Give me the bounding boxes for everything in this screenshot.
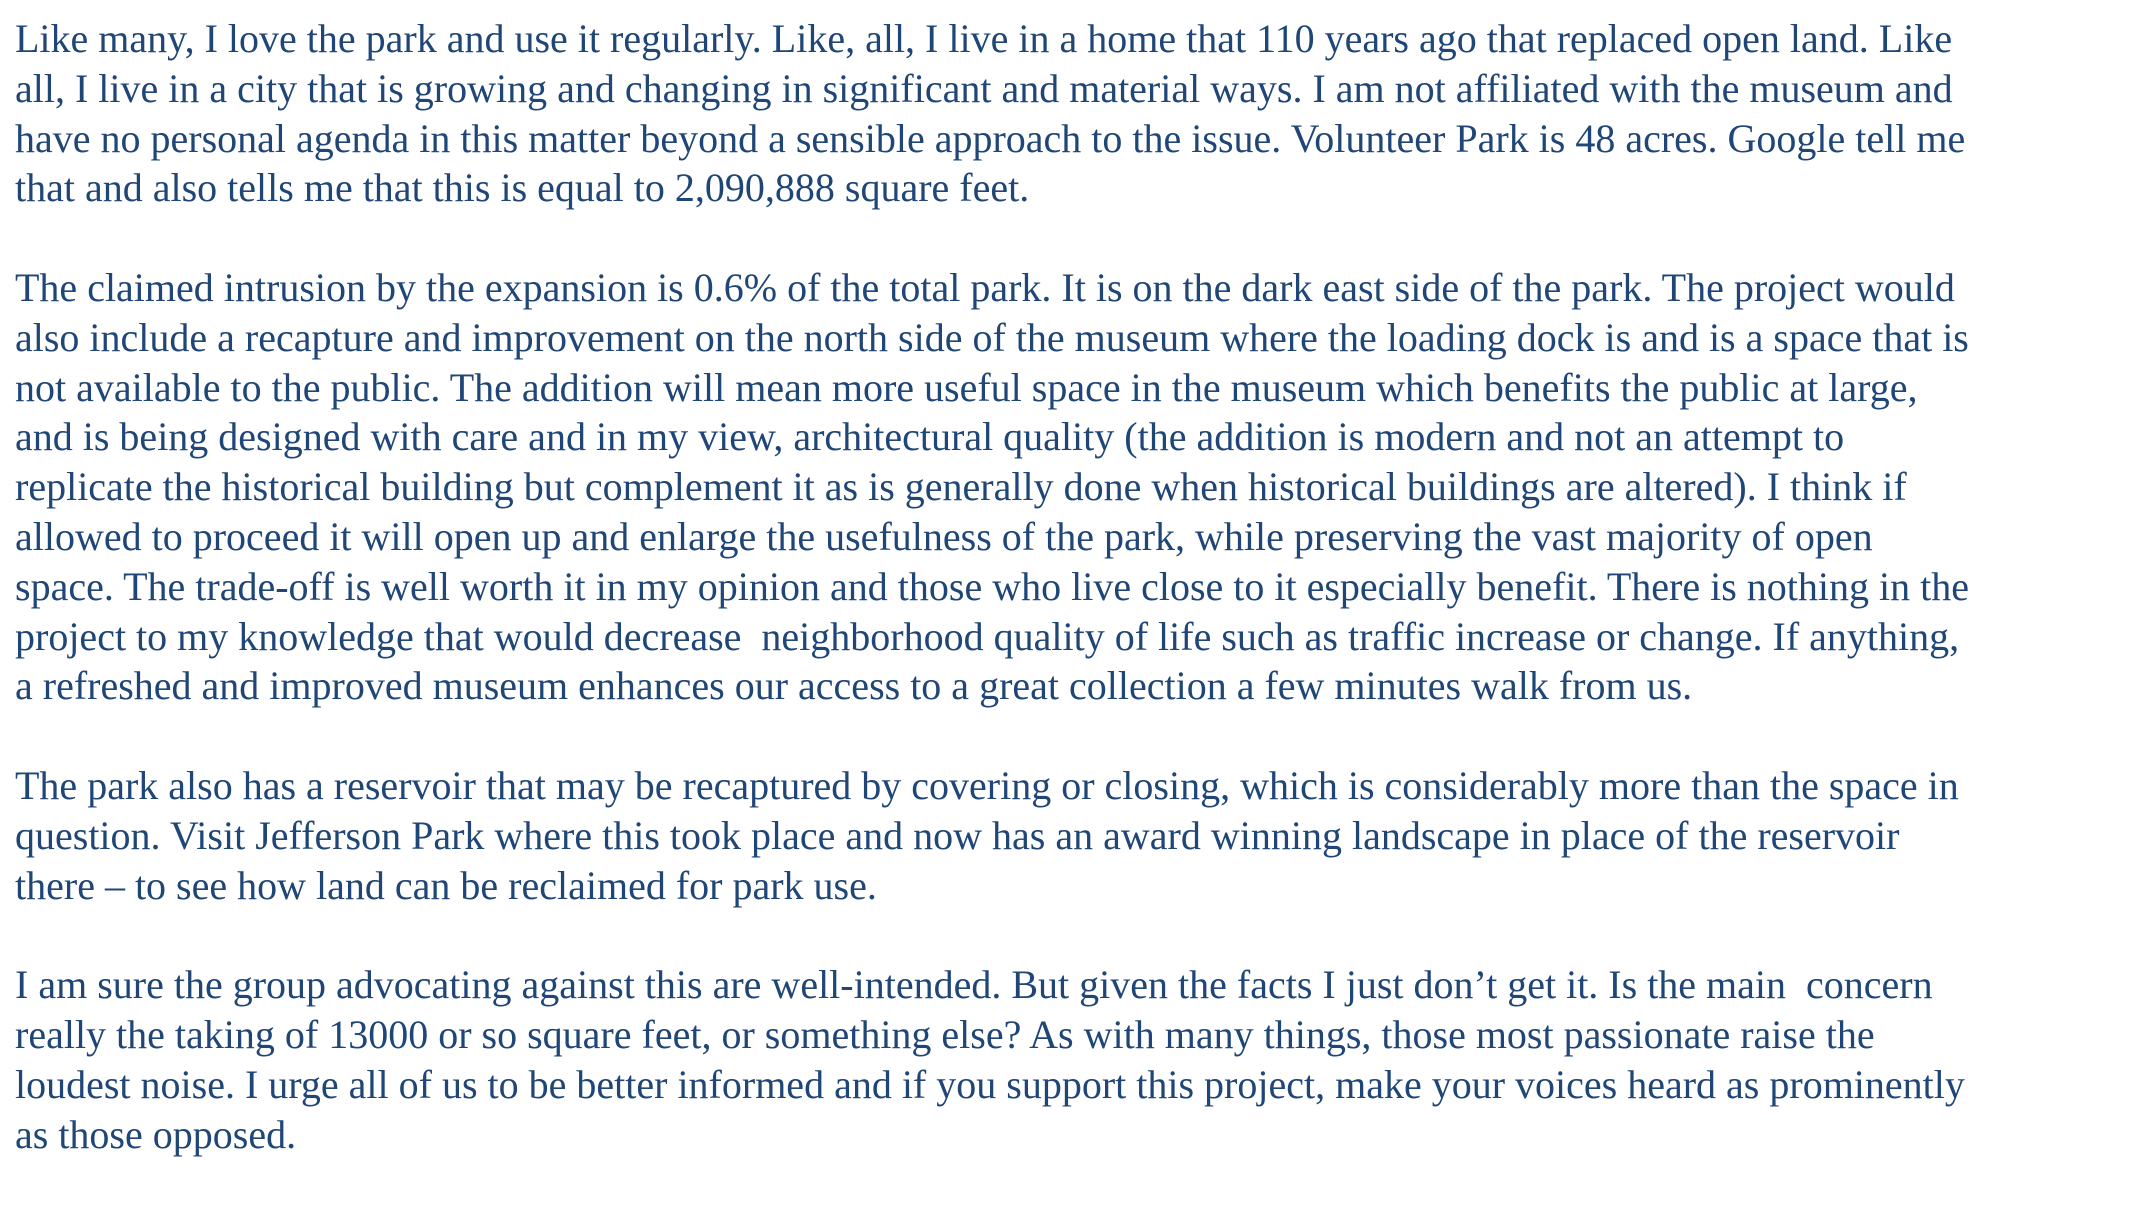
text-line: Like many, I love the park and use it regularly. Like, all, I live in a home that 110 years ago that replaced open land. Like: [15, 16, 1953, 61]
text-line: The park also has a reservoir that may be recaptured by covering or closing, which is considerably more than the space in: [15, 762, 1959, 808]
text-line: space. The trade-off is well worth it in my opinion and those who live close to it especially benefit. There is nothing in the: [15, 563, 1970, 609]
text-line: there – to see how land can be reclaimed for park use.: [15, 862, 877, 908]
text-line: project to my knowledge that would decrease neighborhood quality of life such as traffic increase or change. If anything,: [15, 613, 1960, 659]
text-line: and is being designed with care and in my view, architectural quality (the addition is modern and not an attempt to: [15, 414, 1845, 460]
text-line: The claimed intrusion by the expansion is 0.6% of the total park. It is on the dark east side of the park. The project would: [15, 264, 1955, 310]
text-line: also include a recapture and improvement on the north side of the museum where the loading dock is and is a space that is: [15, 314, 1969, 360]
text-line: replicate the historical building but complement it as is generally done when historical buildings are altered). I think if: [15, 464, 1907, 510]
paragraph-reservoir: [15, 761, 2133, 910]
paragraph-conclusion: [15, 960, 2133, 1159]
paragraph-expansion: [15, 263, 2133, 711]
text-line: that and also tells me that this is equal to 2,090,888 square feet.: [15, 165, 1030, 211]
text-line: as those opposed.: [15, 1111, 297, 1157]
text-line: loudest noise. I urge all of us to be better informed and if you support this project, make your voices heard as prominently: [15, 1061, 1965, 1107]
text-line: a refreshed and improved museum enhances our access to a great collection a few minutes walk from us.: [15, 663, 1693, 709]
paragraph-intro: [15, 14, 2133, 213]
text-line: allowed to proceed it will open up and enlarge the usefulness of the park, while preserving the vast majority of open: [15, 513, 1873, 559]
text-line: not available to the public. The addition will mean more useful space in the museum which benefits the public at large,: [15, 364, 1918, 410]
text-line: question. Visit Jefferson Park where this took place and now has an award winning landscape in place of the reservoir: [15, 812, 1900, 858]
document-body: [15, 14, 2133, 1209]
text-line: have no personal agenda in this matter beyond a sensible approach to the issue. Volunteer Park is 48 acres. Google tell me: [15, 115, 1966, 161]
text-line: all, I live in a city that is growing and changing in significant and material ways. I am not affiliated with the museum and: [15, 65, 1953, 111]
text-line: really the taking of 13000 or so square feet, or something else? As with many things, those most passionate raise the: [15, 1011, 1875, 1057]
text-line: I am sure the group advocating against this are well-intended. But given the facts I just don’t get it. Is the main concern: [15, 962, 1933, 1008]
